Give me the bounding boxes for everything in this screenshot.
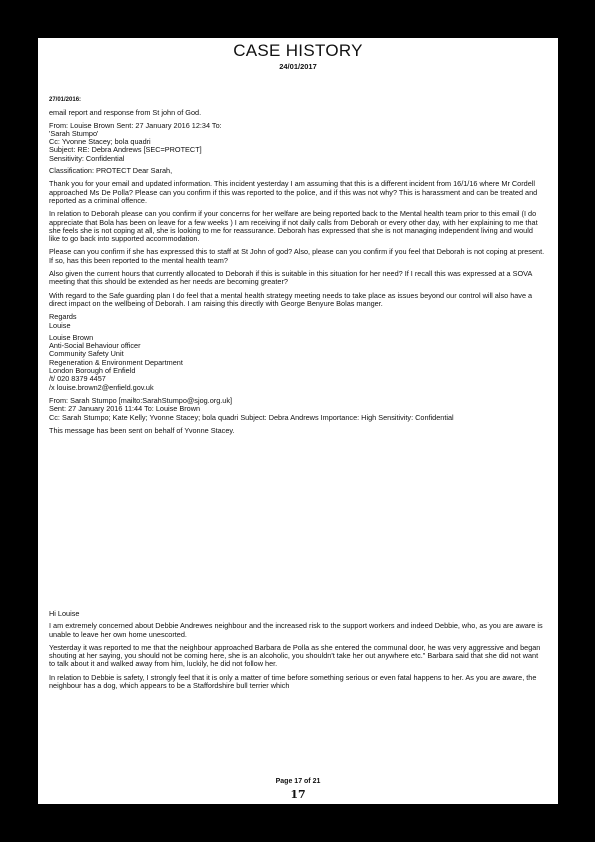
email-to: 'Sarah Stumpo' bbox=[49, 128, 99, 138]
signature-unit: Community Safety Unit bbox=[49, 349, 124, 359]
email-paragraph: Please can you confirm if she has expressed this to staff at St John of god? Also, please can you confirm if you feel that Deborah is not coping at present. If so, has this been reported to the mental health team? bbox=[49, 247, 545, 265]
forwarded-note: This message has been sent on behalf of Yvonne Stacey. bbox=[49, 425, 235, 435]
signature-regards: Regards bbox=[49, 312, 77, 322]
email-cc: Cc: Yvonne Stacey; bola quadri bbox=[49, 137, 151, 147]
document-title: CASE HISTORY bbox=[233, 41, 363, 60]
forwarded-greeting: Hi Louise bbox=[49, 609, 80, 618]
signature-role: Anti-Social Behaviour officer bbox=[49, 341, 141, 351]
email-paragraph: In relation to Deborah please can you confirm if your concerns for her welfare are being reported back to the Mental health team prior to this email (I do appreciate that Bola has been on leave for a few weeks ) I am receiving if not daily calls from Deborah or every other day, with her explaining to me that she feels she is not coping at all, she is looking to me for reassurance. Deborah has expressed that she is not managing independent living and would like to go back into supported accommodation. bbox=[49, 209, 538, 244]
signature-phone: /t/ 020 8379 4457 bbox=[49, 374, 106, 384]
document-body-continued bbox=[49, 610, 545, 690]
signature-email: /x louise.brown2@enfield.gov.uk bbox=[49, 382, 154, 392]
forwarded-from: From: Sarah Stumpo [mailto:SarahStumpo@sjog.org.uk] bbox=[49, 395, 233, 405]
email-paragraph: Thank you for your email and updated information. This incident yesterday I am assuming that this is a different incident from 16/1/16 where Mr Cordell approached Ms De Polla? Please can you confirm if this was reported to the police, and if this was not why? This is harassment and can be treated and reported as a criminal offence. bbox=[49, 179, 538, 205]
forwarded-paragraph: I am extremely concerned about Debbie Andrewes neighbour and the increased risk to the support workers and indeed Debbie, who, as you are aware is unable to leave her own home unescorted. bbox=[49, 621, 543, 639]
document-page bbox=[38, 38, 558, 804]
entry-date: 27/01/2016: bbox=[49, 97, 82, 103]
email-intro: email report and response from St john of God. bbox=[49, 108, 202, 118]
signature-organisation: London Borough of Enfield bbox=[49, 366, 136, 376]
document-date: 24/01/2017 bbox=[279, 62, 317, 71]
signature-name: Louise Brown bbox=[49, 332, 94, 342]
signature-department: Regeneration & Environment Department bbox=[49, 357, 183, 367]
email-classification: Classification: PROTECT Dear Sarah, bbox=[49, 166, 173, 176]
email-paragraph: Also given the current hours that currently allocated to Deborah if this is suitable in this situation for her need? If I recall this was expressed at a SOVA meeting that this should be extended as her needs are becoming greater? bbox=[49, 269, 532, 287]
page-number: 17 bbox=[290, 788, 306, 801]
forwarded-paragraph: Yesterday it was reported to me that the neighbour approached Barbara de Polla as she entered the communal door, he was very aggressive and began shouting at her saying, you should not be coming here, she is an alcoholic, you shouldn't take her out anywhere etc." Barbara said that she did not want to talk about it and walked away from him, luckily, he did not follow her. bbox=[49, 642, 541, 669]
forwarded-sent: Sent: 27 January 2016 11:44 To: Louise Brown bbox=[49, 404, 201, 414]
email-paragraph: With regard to the Safe guarding plan I do feel that a mental health strategy meeting needs to take place as issues beyond our control will also have a direct impact on the wellbeing of Deborah. I am raising this directly with George Benyure Bolas manger. bbox=[49, 290, 533, 308]
signature-first-name: Louise bbox=[49, 320, 71, 330]
email-subject: Subject: RE: Debra Andrews [SEC=PROTECT] bbox=[49, 145, 202, 155]
email-sensitivity: Sensitivity: Confidential bbox=[49, 153, 125, 163]
document-body bbox=[49, 96, 545, 435]
forwarded-paragraph: In relation to Debbie is safety, I strongly feel that it is only a matter of time before something serious or even fatal happens to her. As you are aware, the neighbour has a dog, which appears to be a Staffordshire bull terrier which bbox=[49, 672, 537, 691]
page-label: Page 17 of 21 bbox=[275, 778, 321, 785]
email-from: From: Louise Brown Sent: 27 January 2016 12:34 To: bbox=[49, 120, 222, 130]
forwarded-cc: Cc: Sarah Stumpo; Kate Kelly; Yvonne Stacey; bola quadri Subject: Debra Andrews Importance: High Sensitivity: Confidential bbox=[49, 412, 454, 422]
